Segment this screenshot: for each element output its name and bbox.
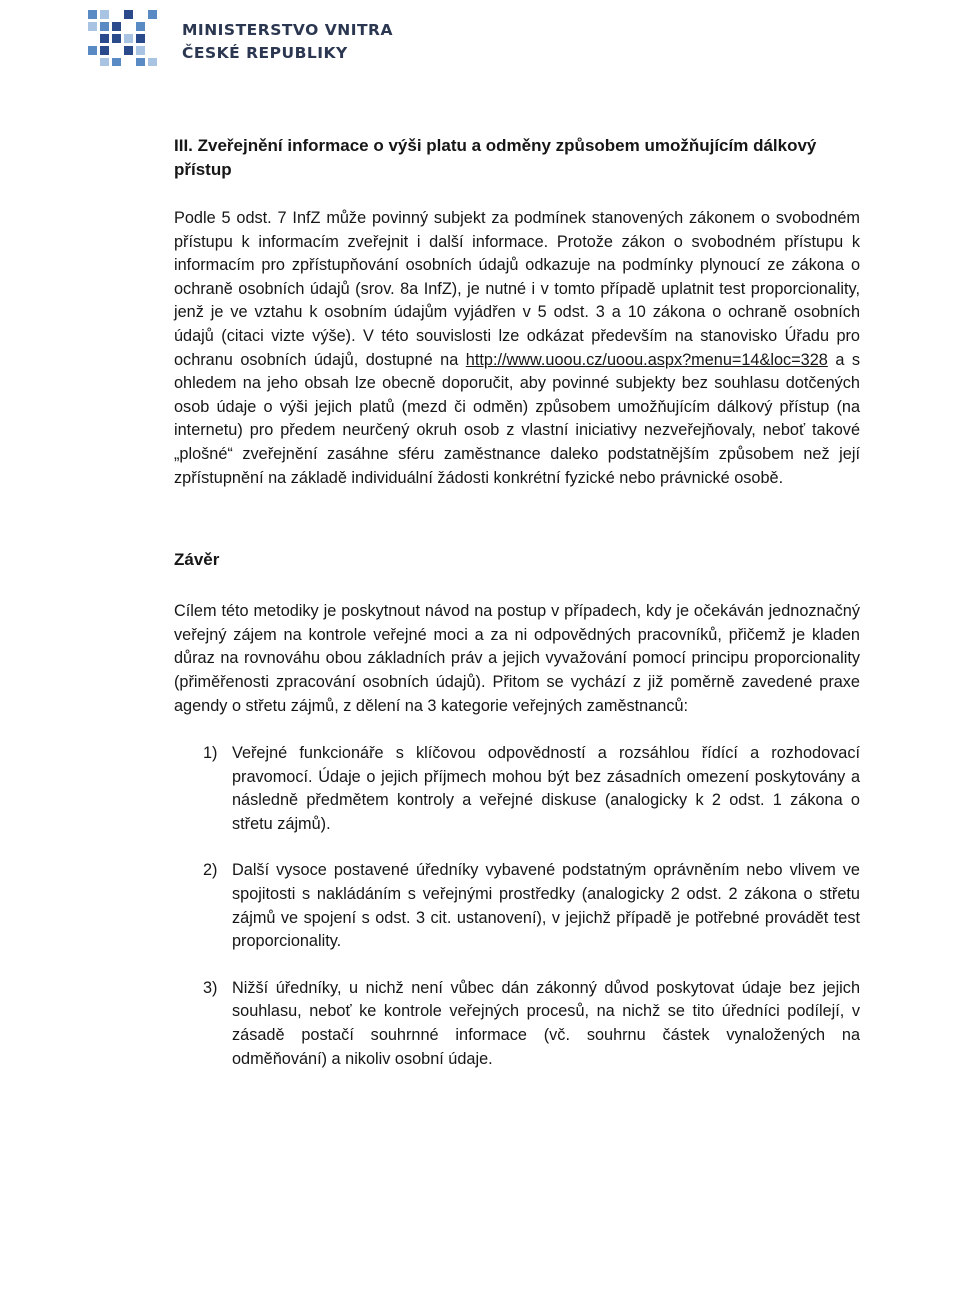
list-item-number: 1) bbox=[203, 744, 218, 763]
logo-square bbox=[136, 34, 145, 43]
section-heading: III. Zveřejnění informace o výši platu a odměny způsobem umožňujícím dálkový přístup bbox=[174, 136, 817, 179]
logo-line-2: ČESKÉ REPUBLIKY bbox=[182, 44, 348, 62]
conclusion-paragraph: Cílem této metodiky je poskytnout návod na postup v případech, kdy je očekáván jednoznačný veřejný zájem na kontrole veřejné moci a za ni odpovědných pracovníků, přičemž je kladen důraz na rovnováhu obou základních práv a jejich vyvažování pomocí principu proporcionality (přiměřenosti zpracování osobních údajů). Přitom se vychází z již poměrně zavedené praxe agendy o střetu zájmů, z dělení na 3 kategorie veřejných zaměstnanců: bbox=[174, 602, 860, 715]
logo-square bbox=[88, 46, 97, 55]
logo-square bbox=[100, 58, 109, 66]
document-body bbox=[174, 134, 860, 1094]
logo-square bbox=[112, 58, 121, 66]
list-item bbox=[174, 977, 860, 1071]
logo-square bbox=[100, 46, 109, 55]
list-item-text: Veřejné funkcionáře s klíčovou odpovědností a rozsáhlou řídící a rozhodovací pravomocí. Údaje o jejich příjmech mohou být bez zásadních omezení poskytovány a následně předmětem kontroly a veřejné diskuse (analogicky k 2 odst. 1 zákona o střetu zájmů). bbox=[232, 744, 860, 833]
list-item-number: 3) bbox=[203, 978, 218, 997]
paragraph-text-start: Podle 5 odst. 7 InfZ může povinný subjekt za podmínek stanovených zákonem o svobodném přístupu k informacím zveřejnit i další informace. Protože zákon o svobodném přístupu k informacím pro zpřístupňování osobních údajů odkazuje na podmínky plynoucí ze zákona o ochraně osobních údajů (srov. 8a InfZ), je nutné i v tomto případě uplatnit test proporcionality, jenž je ve vztahu k osobním údajům vyjádřen v 5 odst. 3 a 10 zákona o ochraně osobních údajů (citaci vizte výše). V této souvislosti lze odkázat především na stanovisko Úřadu pro ochranu osobních údajů, dostupné na bbox=[174, 209, 860, 369]
logo-square bbox=[112, 22, 121, 31]
list-item bbox=[174, 742, 860, 836]
uoou-link[interactable]: http://www.uoou.cz/uoou.aspx?menu=14&loc=328 bbox=[465, 350, 828, 369]
logo-line-1: MINISTERSTVO VNITRA bbox=[182, 21, 393, 39]
logo-square bbox=[124, 34, 133, 43]
category-list bbox=[174, 742, 860, 1071]
logo-square bbox=[136, 58, 145, 66]
logo-square bbox=[124, 10, 133, 19]
list-item-text: Další vysoce postavené úředníky vybavené podstatným oprávněním nebo vlivem ve spojitosti s nakládáním s veřejnými prostředky (analogicky 2 odst. 2 zákona o střetu zájmů ve spojení s odst. 3 cit. ustanovení), v jejichž případě je potřebné provádět test proporcionality. bbox=[232, 861, 860, 951]
logo-square bbox=[88, 10, 97, 19]
list-item bbox=[174, 859, 860, 953]
conclusion-heading: Závěr bbox=[174, 550, 220, 570]
logo-square bbox=[136, 46, 145, 55]
logo-square bbox=[124, 46, 133, 55]
list-item-text: Nižší úředníky, u nichž není vůbec dán zákonný důvod poskytovat údaje bez jejich souhlasu, neboť ke kontrole veřejných procesů, na nichž se tito úředníci podílejí, v zásadě postačí souhrnné informace (vč. souhrnu částek vynaložených na odměňování) a nikoliv osobní údaje. bbox=[232, 978, 860, 1068]
logo-square bbox=[148, 58, 157, 66]
logo-square bbox=[100, 10, 109, 19]
logo-square bbox=[100, 22, 109, 31]
logo-wordmark bbox=[182, 19, 393, 65]
paragraph-text-end: a s ohledem na jeho obsah lze obecně doporučit, aby povinné subjekty bez souhlasu dotčených osob údaje o výši jejich platů (mezd či odměn) způsobem umožňujícím dálkový přístup (na internetu) pro předem neurčený okruh osob z vlastní iniciativy nezveřejňovaly, neboť takové „plošné“ zveřejnění zasáhne sféru zaměstnance daleko podstatnějším způsobem než její zpřístupnění na základě individuální žádosti konkrétní fyzické nebo právnické osobě. bbox=[174, 350, 860, 487]
list-item-number: 2) bbox=[203, 861, 218, 880]
section-paragraph bbox=[174, 207, 860, 490]
logo-square bbox=[136, 22, 145, 31]
logo-square bbox=[88, 22, 97, 31]
logo-square bbox=[112, 34, 121, 43]
logo-square bbox=[100, 34, 109, 43]
logo-squares-mark bbox=[86, 10, 162, 66]
logo-square bbox=[148, 10, 157, 19]
